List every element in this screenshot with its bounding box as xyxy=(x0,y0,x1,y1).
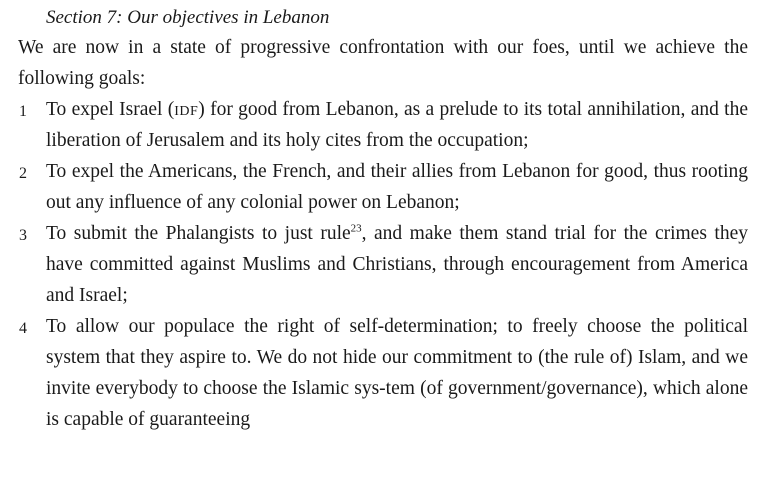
item-number: 3 xyxy=(19,227,27,244)
list-item xyxy=(18,218,748,311)
abbreviation: idf xyxy=(174,99,199,120)
item-text: To submit the Phalangists to just rule$^{23}$, and make them stand trial for the crimes they have committed against Muslims and Christians, through encouragement from America and Israel; xyxy=(46,222,748,306)
list-item xyxy=(18,311,748,435)
item-number: 2 xyxy=(19,165,27,182)
document-page xyxy=(18,4,748,435)
item-text: To expel the Americans, the French, and their allies from Lebanon for good, thus rooting out any influence of any colonial power on Lebanon; xyxy=(46,161,748,213)
list-item xyxy=(18,94,748,156)
intro-paragraph: We are now in a state of progressive confrontation with our foes, until we achieve the following goals: xyxy=(18,37,748,89)
item-text: To expel Israel (idf) for good from Lebanon, as a prelude to its total annihilation, and the liberation of Jerusalem and its holy cites from the occupation; xyxy=(46,99,748,151)
item-number: 1 xyxy=(19,103,27,120)
item-number: 4 xyxy=(19,320,27,337)
section-heading: Section 7: Our objectives in Lebanon xyxy=(46,7,330,28)
item-text: To allow our populace the right of self-determination; to freely choose the political system that they aspire to. We do not hide our commitment to (the rule of) Islam, and we invite everybody to choose the Islamic sys-tem (of government/governance), which alone is capable of guaranteeing xyxy=(46,316,748,430)
objectives-list xyxy=(18,94,748,435)
footnote-marker: 23 xyxy=(350,222,362,235)
list-item xyxy=(18,156,748,218)
